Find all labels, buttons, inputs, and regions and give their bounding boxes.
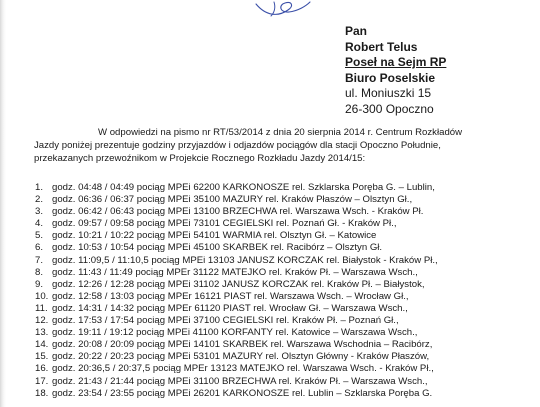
list-item-number: 12. [35, 315, 49, 327]
list-item [35, 218, 535, 230]
intro-paragraph [34, 126, 522, 165]
list-item-text: godz. 12:26 / 12:28 pociąg MPEi 31102 JANUSZ KORCZAK rel. Kraków Pł. – Białystok, [52, 278, 425, 290]
list-item-text: godz. 11:09,5 / 11:10,5 pociąg MPEi 13103 JANUSZ KORCZAK rel. Białystok - Kraków Pł., [52, 254, 438, 266]
list-item-text: godz. 19:11 / 19:12 pociąg MPEi 41100 KORFANTY rel. Katowice – Warszawa Wsch., [52, 327, 418, 339]
recipient-title: Poseł na Sejm RP [345, 55, 447, 69]
list-item-number: 13. [35, 327, 49, 339]
recipient-city: 26-300 Opoczno [345, 101, 434, 116]
list-item-text: godz. 20:36,5 / 20:37,5 pociąg MPEr 13123 MATEJKO rel. Warszawa Wsch. - Kraków Pł., [52, 363, 434, 375]
list-item-text: godz. 04:48 / 04:49 pociąg MPEi 62200 KARKONOSZE rel. Szklarska Poręba G. – Lublin, [52, 182, 435, 193]
list-item [35, 267, 535, 279]
list-item-number: 3. [35, 206, 44, 218]
recipient-office: Biuro Poselskie [345, 70, 436, 85]
handwritten-signature [252, 0, 314, 20]
list-item [35, 388, 535, 400]
list-item [35, 242, 535, 254]
list-item-number: 1. [35, 182, 44, 193]
list-item-text: godz. 23:54 / 23:55 pociąg MPEi 26201 KARKONOSZE rel. Lublin – Szklarska Poręba G. [52, 387, 433, 399]
list-item-number: 17. [35, 375, 49, 387]
list-item [35, 363, 535, 375]
list-item-text: godz. 06:36 / 06:37 pociąg MPEi 35100 MAZURY rel. Kraków Płaszów – Olsztyn Gł., [52, 194, 413, 206]
list-item-text: godz. 20:08 / 20:09 pociąg MPEi 14101 SKARBEK rel. Warszawa Wschodnia – Racibórz, [52, 339, 433, 351]
list-item [35, 303, 535, 315]
list-item-text: godz. 10:53 / 10:54 pociąg MPEi 45100 SKARBEK rel. Racibórz – Olsztyn Gł. [52, 242, 383, 254]
list-item-number: 9. [35, 278, 44, 290]
list-item-text: godz. 17:53 / 17:54 pociąg MPEi 37100 CEGIELSKI rel. Kraków Pł. – Poznań Gł., [52, 315, 399, 327]
list-item [35, 206, 535, 218]
train-schedule-list [35, 182, 535, 400]
list-item-text: godz. 06:42 / 06:43 pociąg MPEi 13100 BRZECHWA rel. Warszawa Wsch. - Kraków Pł. [52, 206, 424, 218]
list-item [35, 291, 535, 303]
list-item [35, 351, 535, 363]
list-item [35, 279, 535, 291]
recipient-salutation: Pan [345, 24, 368, 38]
intro-line: Jazdy poniżej prezentuje godziny przyjazdów i odjazdów pociągów dla stacji Opoczno Południe, [34, 140, 441, 151]
recipient-street: ul. Moniuszki 15 [345, 86, 432, 100]
list-item [35, 376, 535, 388]
list-item-text: godz. 12:58 / 13:03 pociąg MPEr 16121 PIAST rel. Warszawa Wsch. – Wrocław Gł., [52, 290, 409, 302]
list-item-number: 7. [35, 254, 44, 266]
recipient-address [345, 24, 446, 117]
list-item-number: 14. [35, 339, 49, 351]
list-item-number: 8. [35, 266, 44, 278]
list-item-number: 11. [35, 302, 48, 314]
list-item-number: 6. [35, 242, 44, 254]
list-item-number: 15. [35, 351, 49, 363]
list-item-text: godz. 09:57 / 09:58 pociąg MPEi 73101 CEGIELSKI rel. Poznań Gł. - Kraków Pł., [52, 218, 397, 230]
list-item [35, 182, 535, 194]
recipient-name: Robert Telus [345, 39, 418, 54]
list-item [35, 339, 535, 351]
list-item [35, 194, 535, 206]
intro-line: przekazanych przewoźnikom w Projekcie Rocznego Rozkładu Jazdy 2014/15: [34, 153, 366, 164]
list-item-text: godz. 21:43 / 21:44 pociąg MPEi 31100 BRZECHWA rel. Kraków Pł. – Warszawa Wsch., [52, 375, 428, 387]
list-item-text: godz. 11:43 / 11:49 pociąg MPEr 31122 MATEJKO rel. Kraków Pł. – Warszawa Wsch., [52, 266, 418, 278]
list-item-text: godz. 14:31 / 14:32 pociąg MPEr 61120 PIAST rel. Wrocław Gł. – Warszawa Wsch., [52, 302, 408, 314]
list-item-number: 2. [35, 194, 44, 206]
list-item-number: 18. [35, 387, 49, 399]
list-item-text: godz. 10:21 / 10:22 pociąg MPEi 54101 WARMIA rel. Olsztyn Gł. – Katowice [52, 230, 377, 242]
intro-line: W odpowiedzi na pismo nr RT/53/2014 z dnia 20 sierpnia 2014 r. Centrum Rozkładów [98, 127, 463, 138]
list-item [35, 315, 535, 327]
list-item-text: godz. 20:22 / 20:23 pociąg MPEi 53101 MAZURY rel. Olsztyn Główny - Kraków Płaszów, [52, 351, 430, 363]
list-item-number: 4. [35, 218, 44, 230]
list-item [35, 255, 535, 267]
list-item-number: 16. [35, 363, 49, 375]
list-item-number: 5. [35, 230, 44, 242]
list-item [35, 230, 535, 242]
list-item [35, 327, 535, 339]
list-item-number: 10. [35, 290, 49, 302]
